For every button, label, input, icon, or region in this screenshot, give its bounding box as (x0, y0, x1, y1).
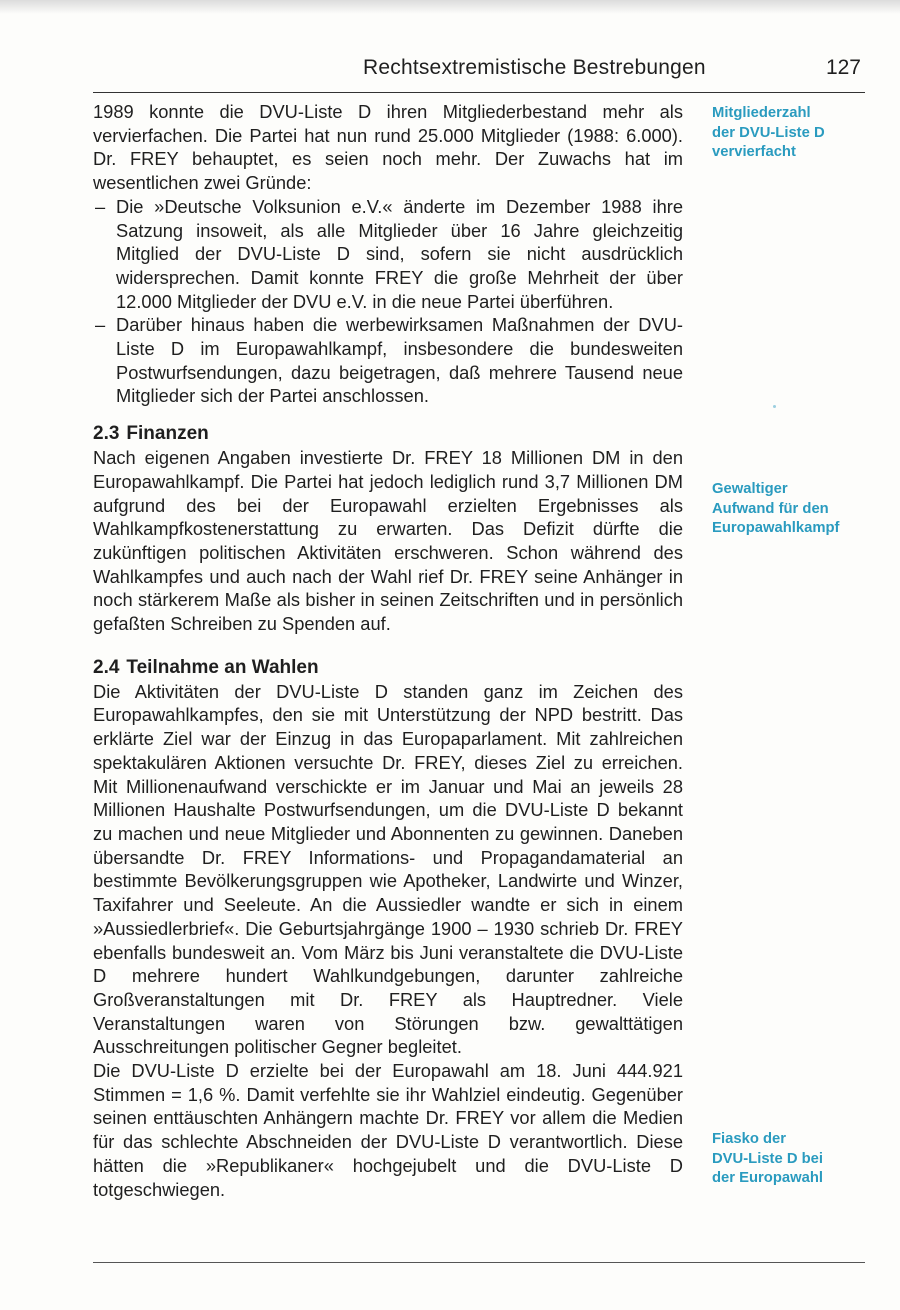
margin-note-mitgliederzahl: Mitgliederzahl der DVU-Liste D vervierfacht (712, 105, 825, 160)
bullet-item (93, 313, 683, 408)
section-title: Finanzen (126, 423, 209, 445)
section-number: 2.3 (93, 423, 120, 445)
page-number: 127 (825, 56, 861, 79)
running-title: Rechtsextremistische Bestrebungen (363, 56, 706, 79)
wahlen-paragraph-2: Die DVU-Liste D erzielte bei der Europawahl am 18. Juni 444.921 Stimmen = 1,6 %. Damit verfehlte sie ihr Wahlziel eindeutig. Gegenüber seinen enttäuschten Anhängern machte Dr. FREY vor allem die Medien für das schlechte Abschneiden der DVU-Liste D verantwortlich. Diese hätten die »Republikaner« hochgejubelt und die DVU-Liste D totgeschwiegen. (93, 1060, 683, 1200)
bullet-item (93, 195, 683, 314)
footer-rule (93, 1262, 865, 1263)
margin-note-aufwand: Gewaltiger Aufwand für den Europawahlkampf (712, 481, 840, 536)
intro-paragraph: 1989 konnte die DVU-Liste D ihren Mitgliederbestand mehr als vervierfachen. Die Partei hat nun rund 25.000 Mitglieder (1988: 6.000). Dr. FREY behauptet, es seien noch mehr. Der Zuwachs hat im wesentlichen zwei Gründe: (93, 101, 683, 194)
dash-marker: – (95, 314, 106, 336)
section-number: 2.4 (93, 656, 120, 678)
finanzen-paragraph: Nach eigenen Angaben investierte Dr. FREY 18 Millionen DM in den Europawahlkampf. Die Partei hat jedoch lediglich rund 3,7 Millionen DM aufgrund des bei der Europawahl erzielten Ergebnisses als Wahlkampfkostenerstattung zu erwarten. Das Defizit dürfte die zukünftigen politischen Aktivitäten erschweren. Schon während des Wahlkampfes und auch nach der Wahl rief Dr. FREY seine Anhänger in noch stärkerem Maße als bisher in seinen Zeitschriften und in persönlich gefaßten Schreiben zu Spenden auf. (93, 447, 683, 635)
bullet-text: Darüber hinaus haben die werbewirksamen Maßnahmen der DVU-Liste D im Europawahlkampf, insbesondere die bundesweiten Postwurfsendungen, dazu beigetragen, daß mehrere Tausend neue Mitglieder sich der Partei anschlossen. (116, 314, 683, 407)
section-title: Teilnahme an Wahlen (126, 656, 319, 678)
scan-speck (773, 405, 776, 408)
bullet-text: Die »Deutsche Volksunion e.V.« änderte im Dezember 1988 ihre Satzung insoweit, als alle Mitglieder über 16 Jahre gleichzeitig Mitglied der DVU-Liste D sind, sofern sie nicht ausdrücklich widersprechen. Damit konnte FREY die große Mehrheit der über 12.000 Mitglieder der DVU e.V. in die neue Partei überführen. (116, 195, 683, 312)
dash-marker: – (95, 195, 106, 217)
scan-top-shadow (0, 0, 900, 14)
wahlen-paragraph-1: Die Aktivitäten der DVU-Liste D standen ganz im Zeichen des Europawahlkampfes, den sie mit Unterstützung der NPD bestritt. Das erklärte Ziel war der Einzug in das Europaparlament. Mit zahlreichen spektakulären Aktionen versuchte Dr. FREY, dieses Ziel zu erreichen. Mit Millionenaufwand verschickte er im Januar und Mai an jeweils 28 Millionen Haushalte Postwurfsendungen, um die DVU-Liste D bekannt zu machen und neue Mitglieder und Abonnenten zu gewinnen. Daneben übersandte Dr. FREY Informations- und Propagandamaterial an bestimmte Bevölkerungsgruppen wie Apotheker, Landwirte und Winzer, Taxifahrer und Seeleute. An die Aussiedler wandte er sich in einem »Aussiedlerbrief«. Die Geburtsjahrgänge 1900 – 1930 schrieb Dr. FREY ebenfalls bundesweit an. Vom März bis Juni veranstaltete die DVU-Liste D mehrere hundert Wahlkundgebungen, darunter zahlreiche Großveranstaltungen mit Dr. FREY als Hauptredner. Viele Veranstaltungen waren von Störungen bzw. gewalttätigen Ausschreitungen politischer Gegner begleitet. (93, 680, 683, 1058)
page-header (93, 52, 865, 93)
margin-note-fiasko: Fiasko der DVU-Liste D bei der Europawahl (712, 1131, 823, 1186)
main-text-column (93, 100, 683, 1201)
section-heading-finanzen (93, 422, 683, 446)
intro-bullet-list (93, 195, 683, 408)
section-heading-wahlen (93, 656, 683, 680)
